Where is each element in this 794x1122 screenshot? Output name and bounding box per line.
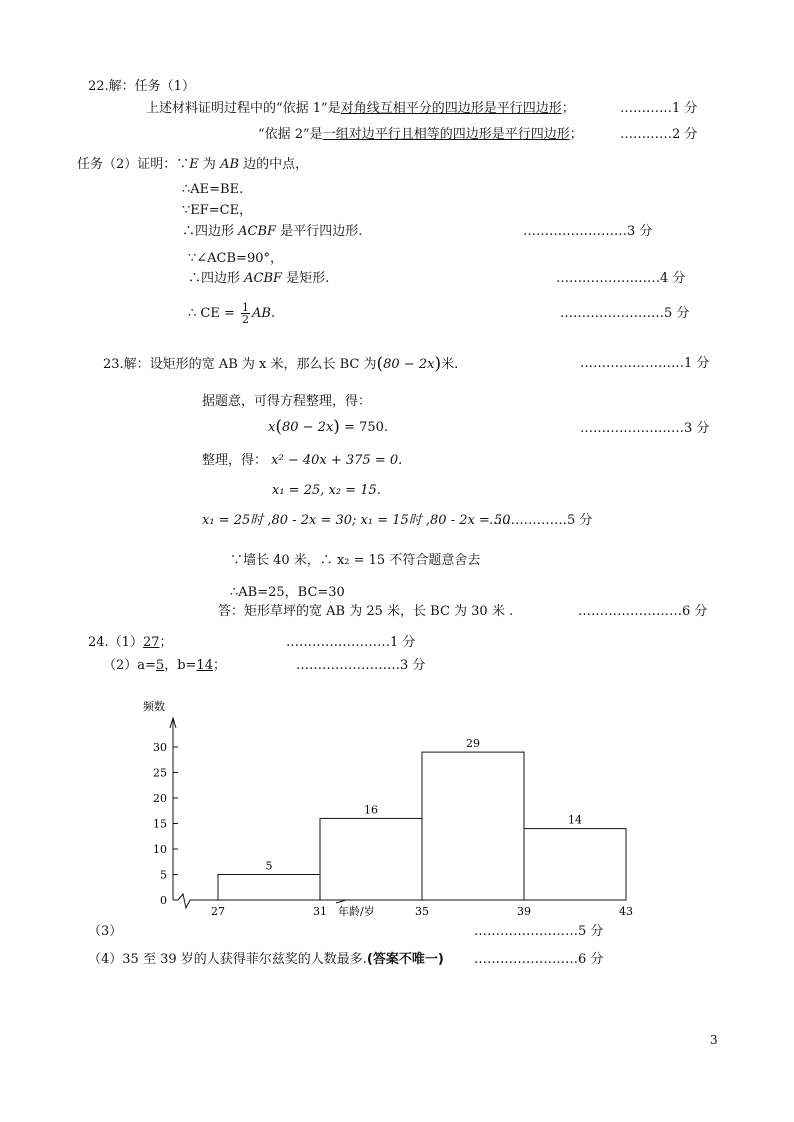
q24-part2-score: ……………………3 分 [296,658,426,673]
bar-data-label: 14 [568,813,582,827]
q22-step3-score: ……………………3 分 [523,224,653,239]
q22-basis2-prefix: “依据 2”是 [258,127,323,142]
q24-part2-a: 5 [155,658,165,673]
x-tick-label: 43 [619,905,633,918]
y-tick-label: 30 [153,741,167,754]
q23-line2: 据题意，可得方程整理，得： [202,394,372,409]
q22-basis2-score: …………2 分 [620,127,698,142]
histogram-bars [218,752,626,900]
q24-part4-text: （4）35 至 39 岁的人获得菲尔兹奖的人数最多. [88,952,367,967]
q22-step5-suffix: 是矩形. [282,271,330,286]
q23-answer-score: ……………………6 分 [578,604,708,619]
q23-line4-label: 整理，得： [202,453,268,468]
histogram-bar [524,829,626,900]
q23-eq-expr: 80 − 2x [281,420,334,435]
q23-heading: 23.解：设矩形的宽 AB 为 x 米，那么长 BC 为(80 − 2x)米. [103,354,459,374]
q22-step5-score: ……………………4 分 [556,271,686,286]
q23-heading-expr: 80 − 2x [383,357,435,372]
q24-part4-note: (答案不唯一) [366,952,444,967]
bar-data-label: 5 [265,859,273,873]
q23-heading-suffix: 米. [441,357,459,372]
q23-line6 [202,513,511,529]
q23-eq-result: = 750. [344,420,389,435]
q23-eq-x: x [268,420,276,435]
x-tick-label: 31 [313,905,327,918]
q22-step5 [188,271,329,287]
q22-step6-suffix: AB. [252,306,276,321]
q23-heading-score: ……………………1 分 [580,356,710,371]
bar-data-label: 29 [466,737,480,751]
q22-step5-var: ACBF [244,271,283,286]
q22-step3-var: ACBF [238,224,277,239]
y-tick-label: 20 [153,792,167,805]
q22-step5-prefix: ∴四边形 [188,271,245,286]
q22-step3-prefix: ∴四边形 [182,224,239,239]
fraction-denominator: 2 [242,313,250,326]
q22-task2-word: 为 [202,157,216,172]
q23-equation-score: ……………………3 分 [580,421,710,436]
q22-step3-suffix: 是平行四边形. [276,224,363,239]
q23-heading-prefix: 23.解：设矩形的宽 AB 为 x 米，那么长 BC 为 [103,357,377,372]
q24-part1-label: 24.（1） [88,635,143,650]
var-ab: AB [220,157,240,172]
q22-basis2 [258,127,583,143]
bar-data-label: 16 [364,803,378,817]
histogram-chart [0,690,794,930]
q22-heading: 22.解：任务（1） [88,79,195,94]
q22-task2-heading [77,157,308,173]
x-tick-label: 35 [415,905,429,918]
y-axis-label: 频数 [143,700,165,713]
y-tick-label: 10 [153,843,167,856]
x-axis-break [178,894,190,908]
q22-basis2-suffix: ； [569,127,583,142]
q23-line4 [202,453,402,469]
q24-part2-suffix: ； [212,658,226,673]
y-tick-label: 15 [153,817,167,831]
q23-line7: ∵墙长 40 米，∴ x₂ = 15 不符合题意舍去 [230,553,481,568]
q22-step6 [188,300,275,328]
histogram-bar [422,752,524,900]
var-e: E [189,157,199,172]
q22-basis1-prefix: 上述材料证明过程中的“依据 1”是 [146,101,341,116]
q23-line8: ∴AB=25，BC=30 [230,585,345,600]
q23-line6-text: x₁ = 25时 ,80 - 2x = 30; x₁ = 15时 ,80 - 2x = 50 [202,513,511,528]
q23-quadratic: x² − 40x + 375 = 0. [271,453,403,468]
q22-basis1-suffix: ； [561,101,575,116]
q23-answer: 答：矩形草坪的宽 AB 为 25 米，长 BC 为 30 米 . [218,604,514,619]
y-tick-label: 5 [160,868,167,882]
q24-part1-suffix: ； [159,635,173,650]
q24-part2 [103,658,226,674]
q24-part3: （3） [88,924,123,939]
q24-part4 [88,952,444,968]
q22-step4: ∵∠ACB=90°， [188,251,283,266]
q23-roots-text: x₁ = 25, x₂ = 15. [272,483,381,498]
q22-basis1 [146,101,575,117]
q22-task2-label: 任务（2）证明：∵ [77,157,190,172]
q22-step1: ∴AE=BE. [182,182,244,197]
q22-basis1-answer: 对角线互相平分的四边形是平行四边形 [340,101,562,116]
page-number: 3 [710,1033,718,1047]
q22-step2: ∵EF=CE， [182,203,253,218]
q24-part3-score: ……………………5 分 [474,924,604,939]
q22-step6-prefix: ∴ CE = [188,306,235,321]
q24-part2-label: （2）a= [103,658,156,673]
histogram-bar [218,875,320,901]
q22-step6-score: ……………………5 分 [560,306,690,321]
x-tick-label: 39 [517,905,531,918]
y-tick-label: 0 [160,894,167,907]
q22-basis2-answer: 一组对边平行且相等的四边形是平行四边形 [322,127,570,142]
x-tick-label: 27 [211,905,225,918]
x-axis-label: 年龄/岁 [338,905,375,918]
q22-step3 [182,224,362,240]
q22-basis1-score: …………1 分 [620,101,698,116]
fraction-one-half [241,302,250,325]
histogram-bar [320,818,422,900]
q24-part2-mid: ，b= [164,658,197,673]
q22-task2-tail: 边的中点， [243,157,309,172]
q24-part4-score: ……………………6 分 [474,952,604,967]
q24-part2-b: 14 [196,658,213,673]
fraction-numerator: 1 [242,301,250,314]
q23-roots [272,483,381,499]
q24-part1 [88,635,173,651]
q24-part1-answer: 27 [142,635,160,650]
q23-equation: x(80 − 2x) = 750. [268,417,389,437]
q23-line6-score: ………………5 分 [489,513,593,528]
q24-part1-score: ……………………1 分 [286,635,416,650]
y-tick-label: 25 [153,766,167,780]
